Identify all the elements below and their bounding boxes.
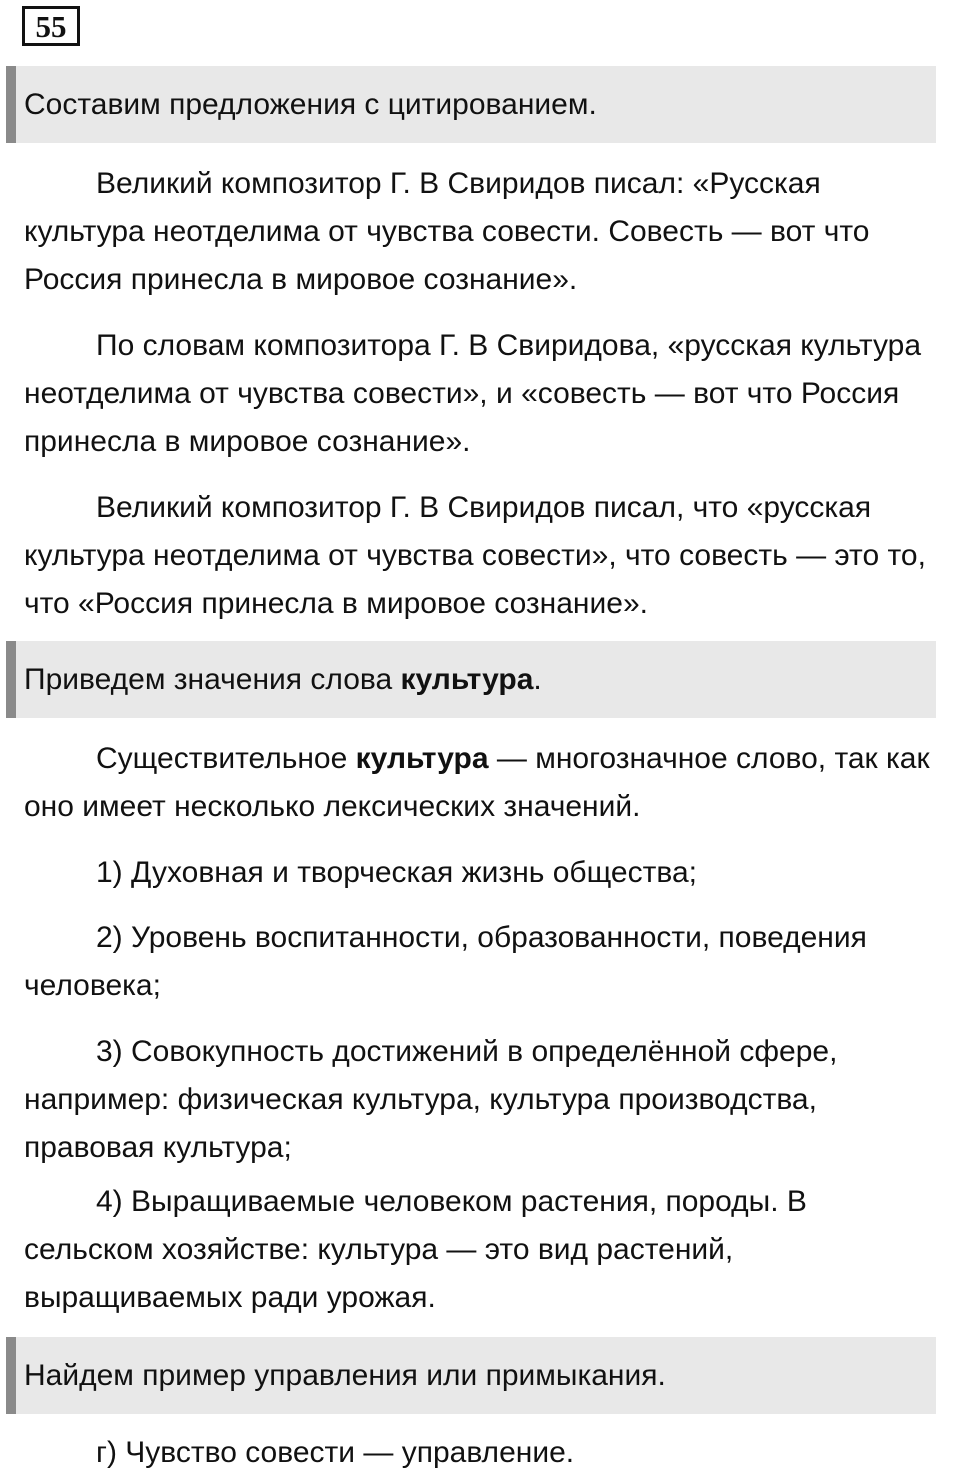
header-text: Приведем значения слова: [24, 663, 401, 696]
task-number: 55: [22, 6, 80, 46]
header-keyword: культура: [400, 663, 534, 696]
intro-keyword: культура: [355, 742, 489, 775]
paragraph-quote-indirect: Великий композитор Г. В Свиридов писал, что «русская культура неотделима от чувства совести», что совесть — это то, что «Россия принесла в мировое сознание».: [24, 491, 926, 620]
section-header-meanings: [6, 641, 936, 718]
meaning-item: 1) Духовная и творческая жизнь общества;: [96, 856, 697, 889]
meaning-item: 4) Выращиваемые человеком растения, породы. В сельском хозяйстве: культура — это вид растений, выращиваемых ради урожая.: [24, 1185, 807, 1314]
intro-rest: — многозначное слово, так как оно имеет несколько лексических значений.: [24, 742, 930, 823]
paragraph-intro: [24, 735, 944, 831]
meaning-item: 3) Совокупность достижений в определённой сфере, например: физическая культура, культура производства, правовая культура;: [24, 1035, 838, 1164]
section-header-example: Найдем пример управления или примыкания.: [6, 1337, 936, 1414]
section-header-citation: Составим предложения с цитированием.: [6, 66, 936, 143]
paragraph-quote-words: По словам композитора Г. В Свиридова, «русская культура неотделима от чувства совести», и «совесть — вот что Россия принесла в мировое сознание».: [24, 329, 922, 458]
paragraph-quote-direct: Великий композитор Г. В Свиридов писал: «Русская культура неотделима от чувства совести. Совесть — вот что Россия принесла в мировое сознание».: [24, 167, 870, 296]
header-end: .: [533, 663, 542, 696]
intro-text: Существительное: [96, 742, 356, 775]
meaning-item: 2) Уровень воспитанности, образованности, поведения человека;: [24, 921, 867, 1002]
paragraph-answer: г) Чувство совести — управление.: [96, 1436, 575, 1469]
